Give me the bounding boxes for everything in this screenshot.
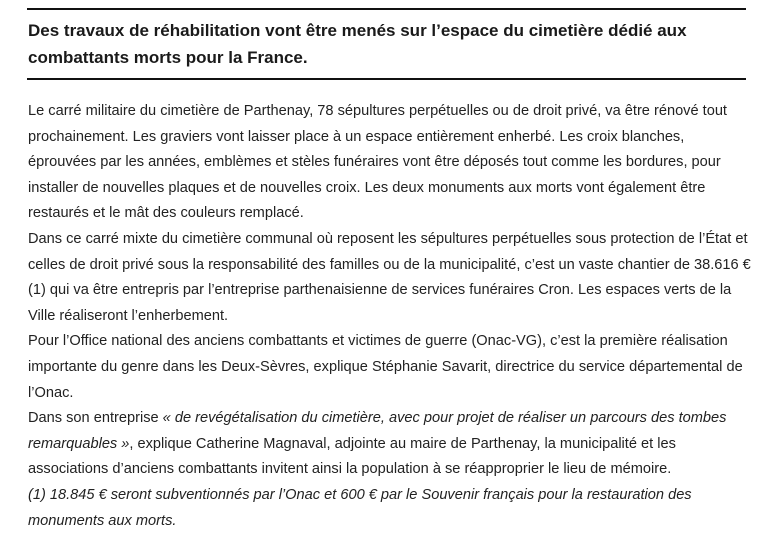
- footnote-text: (1) 18.845 € seront subventionnés par l’Onac et 600 € par le Souvenir français pour la restauration des monuments aux morts.: [28, 486, 692, 529]
- paragraph-revegetalisation: [28, 406, 753, 483]
- paragraph-carre-militaire: Le carré militaire du cimetière de Parthenay, 78 sépultures perpétuelles ou de droit privé, va être rénové tout prochainement. Les graviers vont laisser place à un espace entièrement enherbé. Les croix blanches, éprouvées par les années, emblèmes et stèles funéraires vont être déposés tout comme les bordures, pour installer de nouvelles plaques et de nouvelles croix. Les deux monuments aux morts vont également être restaurés et le mât des couleurs remplacé.: [28, 103, 727, 222]
- quote: « de revégétalisation du cimetière, avec pour projet de réaliser un parcours des tombes remarquables »: [28, 410, 727, 452]
- footnote: [28, 483, 753, 534]
- paragraph-suffix: , explique Catherine Magnaval, adjointe au maire de Parthenay, la municipalité et les associations d’anciens combattants invitent ainsi la population à se réapproprier le lieu de mémoire.: [28, 435, 676, 478]
- article-lede: Des travaux de réhabilitation vont être menés sur l’espace du cimetière dédié aux combattants morts pour la France.: [28, 21, 687, 67]
- article-body: [28, 99, 753, 534]
- bottom-divider: [27, 78, 746, 80]
- paragraph-prefix: Dans son entreprise: [28, 410, 163, 427]
- paragraph-chantier: Dans ce carré mixte du cimetière communal où reposent les sépultures perpétuelles sous protection de l’État et celles de droit privé sous la responsabilité des familles ou de la municipalité, c’est un vaste chantier de 38.616 € (1) qui va être entrepris par l’entreprise parthenaisienne de services funéraires Cron. Les espaces verts de la Ville réaliseront l’enherbement.: [28, 230, 751, 324]
- paragraph-onac: Pour l’Office national des anciens combattants et victimes de guerre (Onac-VG), c’est la première réalisation importante du genre dans les Deux-Sèvres, explique Stéphanie Savarit, directrice du service départemental de l’Onac.: [28, 333, 743, 401]
- top-divider: [27, 8, 746, 10]
